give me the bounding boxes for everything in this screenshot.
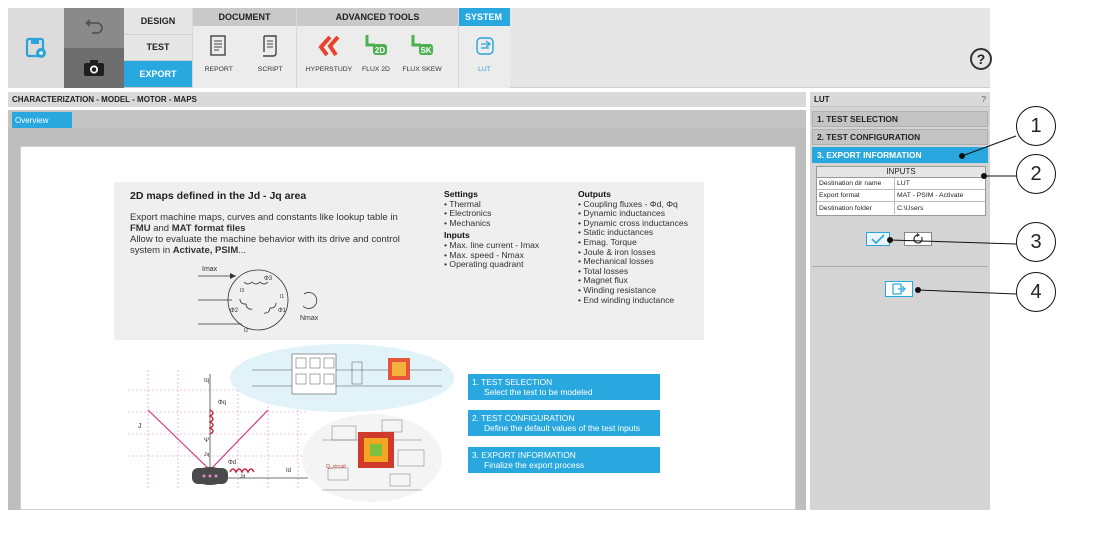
circuit-label: Q_circuit [326,464,346,470]
lut-label: LUT [478,66,491,73]
refresh-icon [912,233,924,245]
settings-title: Settings [444,189,478,199]
callout-2: 2 [1016,154,1056,194]
desc-ellipsis: ... [238,245,247,256]
table-row [817,178,985,190]
camera-icon [83,59,105,77]
hyperstudy-label: HYPERSTUDY [305,66,353,73]
table-row [817,190,985,202]
overview-title-symbols: Jd - Jq [247,190,282,202]
desc-fmu: FMU [130,223,151,234]
lut-tool[interactable] [459,32,510,73]
lut-panel-header [810,92,990,107]
list-item: • Dynamic inductances [578,208,666,219]
flux-2d-tool[interactable] [355,32,397,73]
section-test-configuration[interactable]: 2. TEST CONFIGURATION [812,129,988,145]
callout-4: 4 [1016,272,1056,312]
tab-bar [8,110,806,128]
step-3-title: 3. EXPORT INFORMATION [472,450,576,460]
undo-icon [84,19,104,37]
flux-skew-tool[interactable] [397,32,447,73]
screenshot-button[interactable] [64,48,124,88]
list-item: • Static inductances [578,227,654,238]
inputs-title: Inputs [444,230,470,241]
list-item: • Mechanics [444,217,491,228]
advanced-tools-title: ADVANCED TOOLS [297,8,458,26]
step-3-sub: Finalize the export process [484,460,585,470]
flux-2d-icon [363,33,389,59]
phi1-label: Φ1 [278,308,287,314]
flux-2d-label: FLUX 2D [362,66,390,73]
list-item: • Coupling fluxes - Φd, Φq [578,198,678,209]
document-group [192,8,296,88]
lut-panel-help[interactable]: ? [981,94,986,104]
outputs-list [578,200,688,306]
svg-text:SK: SK [420,46,432,55]
desc-mat: MAT format files [171,223,246,234]
outputs-title: Outputs [578,189,611,199]
validate-button[interactable] [866,232,890,246]
save-button[interactable] [8,8,64,88]
list-item: • Winding resistance [578,284,656,295]
list-item: • Operating quadrant [444,259,524,270]
section-export-information[interactable]: 3. EXPORT INFORMATION [812,147,988,163]
outputs-column [578,190,688,305]
report-tool[interactable] [193,32,245,73]
settings-list [444,200,539,229]
hyperstudy-icon [317,34,341,58]
overview-description [130,212,420,256]
panel-divider [812,266,988,267]
iq-label: Iq [204,378,210,384]
hyperstudy-tool[interactable] [303,32,355,73]
phi3-label: Φ3 [264,276,273,282]
jq-label: Jq [204,452,210,458]
flux-skew-icon [409,33,435,59]
desc-line-2: Allow to evaluate the machine behavior with its drive and control system in [130,234,400,256]
mode-test[interactable]: TEST [124,35,192,62]
table-row [817,202,985,214]
list-item: • Max. speed - Nmax [444,249,524,260]
overview-title-tail: area [284,190,307,202]
list-item: • Emag. Torque [578,236,637,247]
overview-title-text: 2D maps defined in the [130,190,245,202]
list-item: • Magnet flux [578,275,628,286]
save-settings-icon [24,36,48,60]
tab-overview[interactable]: Overview [12,112,72,128]
settings-column [444,190,539,270]
step-test-selection [468,374,660,400]
overview-title [130,190,306,202]
script-icon [259,34,281,58]
i3-label: I3 [240,288,245,294]
destination-folder-field[interactable]: C:\Users [897,204,924,212]
i1-label: I1 [280,294,285,300]
psi-label: Ψ [204,438,210,444]
motor-winding-diagram [192,260,332,336]
step-export-information [468,447,660,473]
phid-label: Φd [228,460,237,466]
advanced-tools-group [296,8,458,88]
list-item: • Max. line current - Imax [444,239,540,250]
check-icon [871,234,885,244]
reset-button[interactable] [904,232,932,246]
system-group [458,8,510,88]
list-item: • Joule & iron losses [578,246,656,257]
help-button[interactable]: ? [970,48,992,70]
desc-line-1: Export machine maps, curves and constants like lookup table in [130,212,398,223]
step-2-title: 2. TEST CONFIGURATION [472,413,575,423]
phi2-label: Φ2 [230,308,239,314]
desc-activate: Activate, PSIM [172,245,239,256]
phiq-label: Φq [218,400,227,406]
script-label: SCRIPT [257,66,283,73]
i2-label: I2 [244,328,249,334]
id-label: Id [286,468,292,474]
script-tool[interactable] [245,32,297,73]
destination-dir-name-field[interactable]: LUT [897,180,910,187]
list-item: • Total losses [578,265,629,276]
input-key: Destination dir name [817,178,895,189]
input-key: Destination folder [817,202,895,214]
step-2-sub: Define the default values of the test inputs [484,423,640,433]
overview-infobox [114,182,704,340]
callout-3: 3 [1016,222,1056,262]
mode-switcher [124,8,192,88]
export-icon [892,283,906,295]
step-1-sub: Select the test to be modeled [484,387,593,397]
nmax-label: Nmax [300,315,319,322]
list-item: • Dynamic cross inductances [578,217,688,228]
system-group-title: SYSTEM [459,8,510,26]
circuit-illustration [222,340,468,504]
list-item: • Mechanical losses [578,256,654,267]
step-1-title: 1. TEST SELECTION [472,377,553,387]
desc-and: and [153,223,170,234]
list-item: • Thermal [444,198,481,209]
callout-1: 1 [1016,106,1056,146]
lut-icon [473,34,497,58]
svg-text:2D: 2D [374,46,386,55]
list-item: • Electronics [444,208,492,219]
flux-skew-label: FLUX SKEW [402,66,442,73]
j-label: J [138,423,142,430]
section-test-selection[interactable]: 1. TEST SELECTION [812,111,988,127]
export-inputs-table [816,166,986,216]
mode-export[interactable]: EXPORT [124,61,192,88]
list-item: • End winding inductance [578,294,675,305]
export-format-field[interactable]: MAT - PSIM - Activate [897,192,964,199]
export-button[interactable] [885,281,913,297]
mode-design[interactable]: DESIGN [124,8,192,35]
inputs-list [444,241,539,270]
jd-label: Jd [240,474,246,480]
report-label: REPORT [204,66,233,73]
breadcrumb: CHARACTERIZATION - MODEL - MOTOR - MAPS [8,92,806,107]
document-group-title: DOCUMENT [193,8,296,26]
lut-panel-title: LUT [814,94,830,104]
imax-label: Imax [202,266,218,273]
undo-button[interactable] [64,8,124,48]
report-icon [208,34,230,58]
input-key: Export format [817,190,895,201]
inputs-header: INPUTS [817,167,985,178]
step-test-configuration [468,410,660,436]
toolbar [8,8,990,88]
